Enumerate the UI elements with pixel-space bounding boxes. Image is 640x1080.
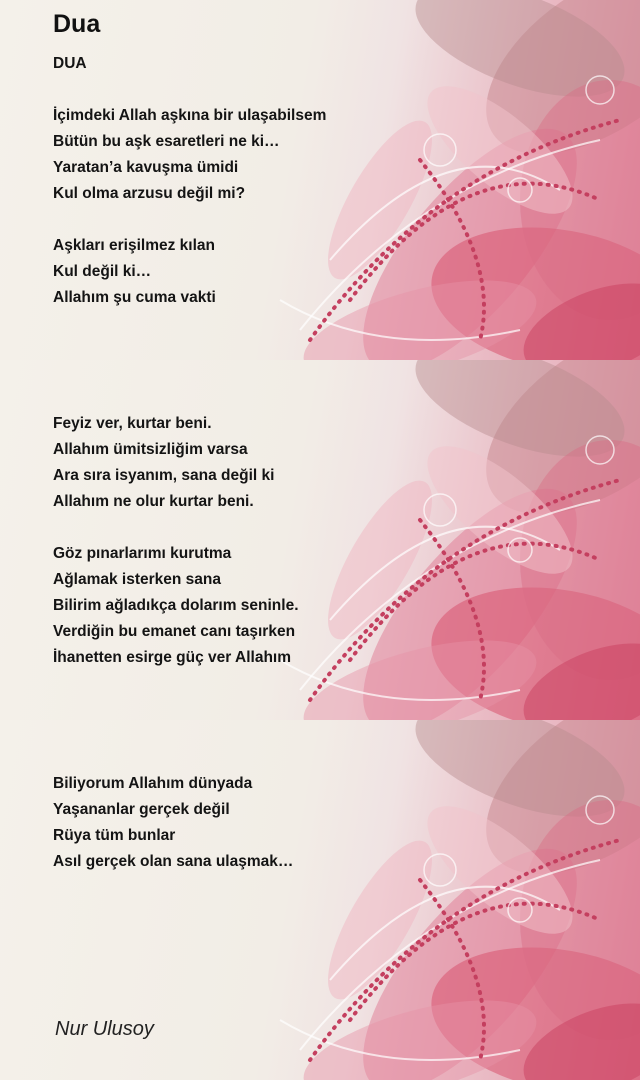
poem-author: Nur Ulusoy	[55, 1018, 154, 1040]
poem-line: Allahım şu cuma vakti	[53, 289, 216, 306]
poem-title: Dua	[53, 10, 101, 38]
poem-line: Feyiz ver, kurtar beni.	[53, 415, 212, 432]
poem-line: İhanetten esirge güç ver Allahım	[53, 649, 292, 666]
poem-line: Yaşananlar gerçek değil	[53, 801, 230, 818]
poem-line: Allahım ümitsizliğim varsa	[53, 441, 248, 458]
poem-line: Yaratan’a kavuşma ümidi	[53, 159, 239, 176]
poem-line: Ara sıra isyanım, sana değil ki	[53, 467, 275, 484]
poem-line: Rüya tüm bunlar	[53, 827, 176, 844]
poem-line: Bütün bu aşk esaretleri ne ki…	[53, 133, 280, 150]
stanza-5	[53, 771, 293, 875]
stanza-2	[53, 233, 216, 311]
poem-line: Allahım ne olur kurtar beni.	[53, 493, 254, 510]
poem-line: Kul değil ki…	[53, 263, 152, 280]
stanza-4	[53, 541, 299, 671]
poem-line: Ağlamak isterken sana	[53, 571, 222, 588]
poem-line: Göz pınarlarımı kurutma	[53, 545, 232, 562]
poem-line: Bilirim ağladıkça dolarım seninle.	[53, 597, 299, 614]
poem-line: Verdiğin bu emanet canı taşırken	[53, 623, 296, 640]
poem-line: Biliyorum Allahım dünyada	[53, 775, 253, 792]
poem-line: Asıl gerçek olan sana ulaşmak…	[53, 853, 294, 870]
stanza-3	[53, 411, 274, 515]
poem-subtitle: DUA	[53, 55, 87, 72]
poem-line: İçimdeki Allah aşkına bir ulaşabilsem	[53, 107, 327, 124]
poem-line: Kul olma arzusu değil mi?	[53, 185, 246, 202]
stanza-1	[53, 103, 326, 207]
poem-line: Aşkları erişilmez kılan	[53, 237, 215, 254]
